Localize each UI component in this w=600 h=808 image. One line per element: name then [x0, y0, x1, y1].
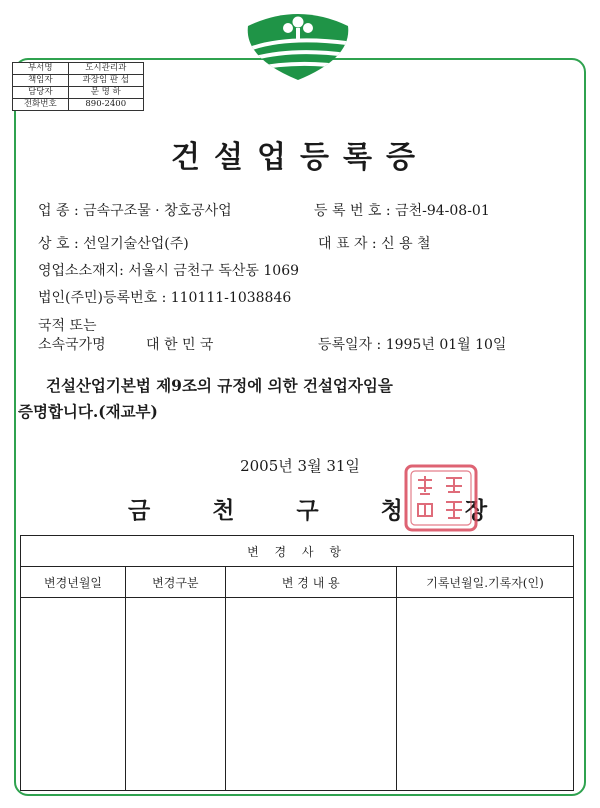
certificate-title: 건설업등록증 [171, 140, 429, 175]
business-type: 업 종 : 금속구조물 · 창호공사업 [38, 203, 232, 219]
change-history-header: 변 경 사 항 [21, 536, 574, 567]
routing-value: 도시관리과 [68, 63, 143, 75]
column-header: 변 경 내 용 [225, 567, 396, 598]
representative: 대 표 자 : 신 용 철 [318, 236, 431, 252]
issuing-office: 금천구청장 [128, 497, 550, 524]
routing-value: 문 명 하 [68, 87, 143, 99]
issue-date: 2005년 3월 31일 [240, 457, 360, 475]
routing-label: 책임자 [13, 75, 69, 87]
column-header: 기록년월일.기록자(인) [397, 567, 574, 598]
routing-value: 890-2400 [68, 99, 143, 111]
official-seal-icon [402, 462, 480, 534]
table-cell [126, 598, 226, 791]
table-cell [397, 598, 574, 791]
routing-label: 부서명 [13, 63, 69, 75]
column-header: 변경구분 [126, 567, 226, 598]
routing-stamp-table [12, 62, 144, 111]
table-cell [21, 598, 126, 791]
registration-date: 등록일자 : 1995년 01월 10일 [318, 337, 507, 353]
certification-statement: 건설산업기본법 제9조의 규정에 의한 건설업자임을 [46, 376, 393, 395]
company-name: 상 호 : 선일기술산업(주) [38, 236, 189, 252]
column-header: 변경년월일 [21, 567, 126, 598]
district-emblem-icon [242, 8, 354, 80]
routing-value: 과장임 판 섭 [68, 75, 143, 87]
corporate-id: 법인(주민)등록번호 : 110111-1038846 [38, 290, 292, 306]
registration-number: 등 록 번 호 : 금천-94-08-01 [314, 203, 490, 219]
certification-statement: 증명합니다.(재교부) [18, 402, 158, 421]
business-address: 영업소소재지: 서울시 금천구 독산동 1069 [38, 263, 300, 279]
change-history-table [20, 535, 574, 791]
table-cell [225, 598, 396, 791]
nationality-label: 소속국가명 [38, 337, 106, 353]
routing-label: 담당자 [13, 87, 69, 99]
nationality-label: 국적 또는 [38, 318, 97, 334]
nationality-value: 대 한 민 국 [146, 337, 214, 353]
routing-label: 전화번호 [13, 99, 69, 111]
